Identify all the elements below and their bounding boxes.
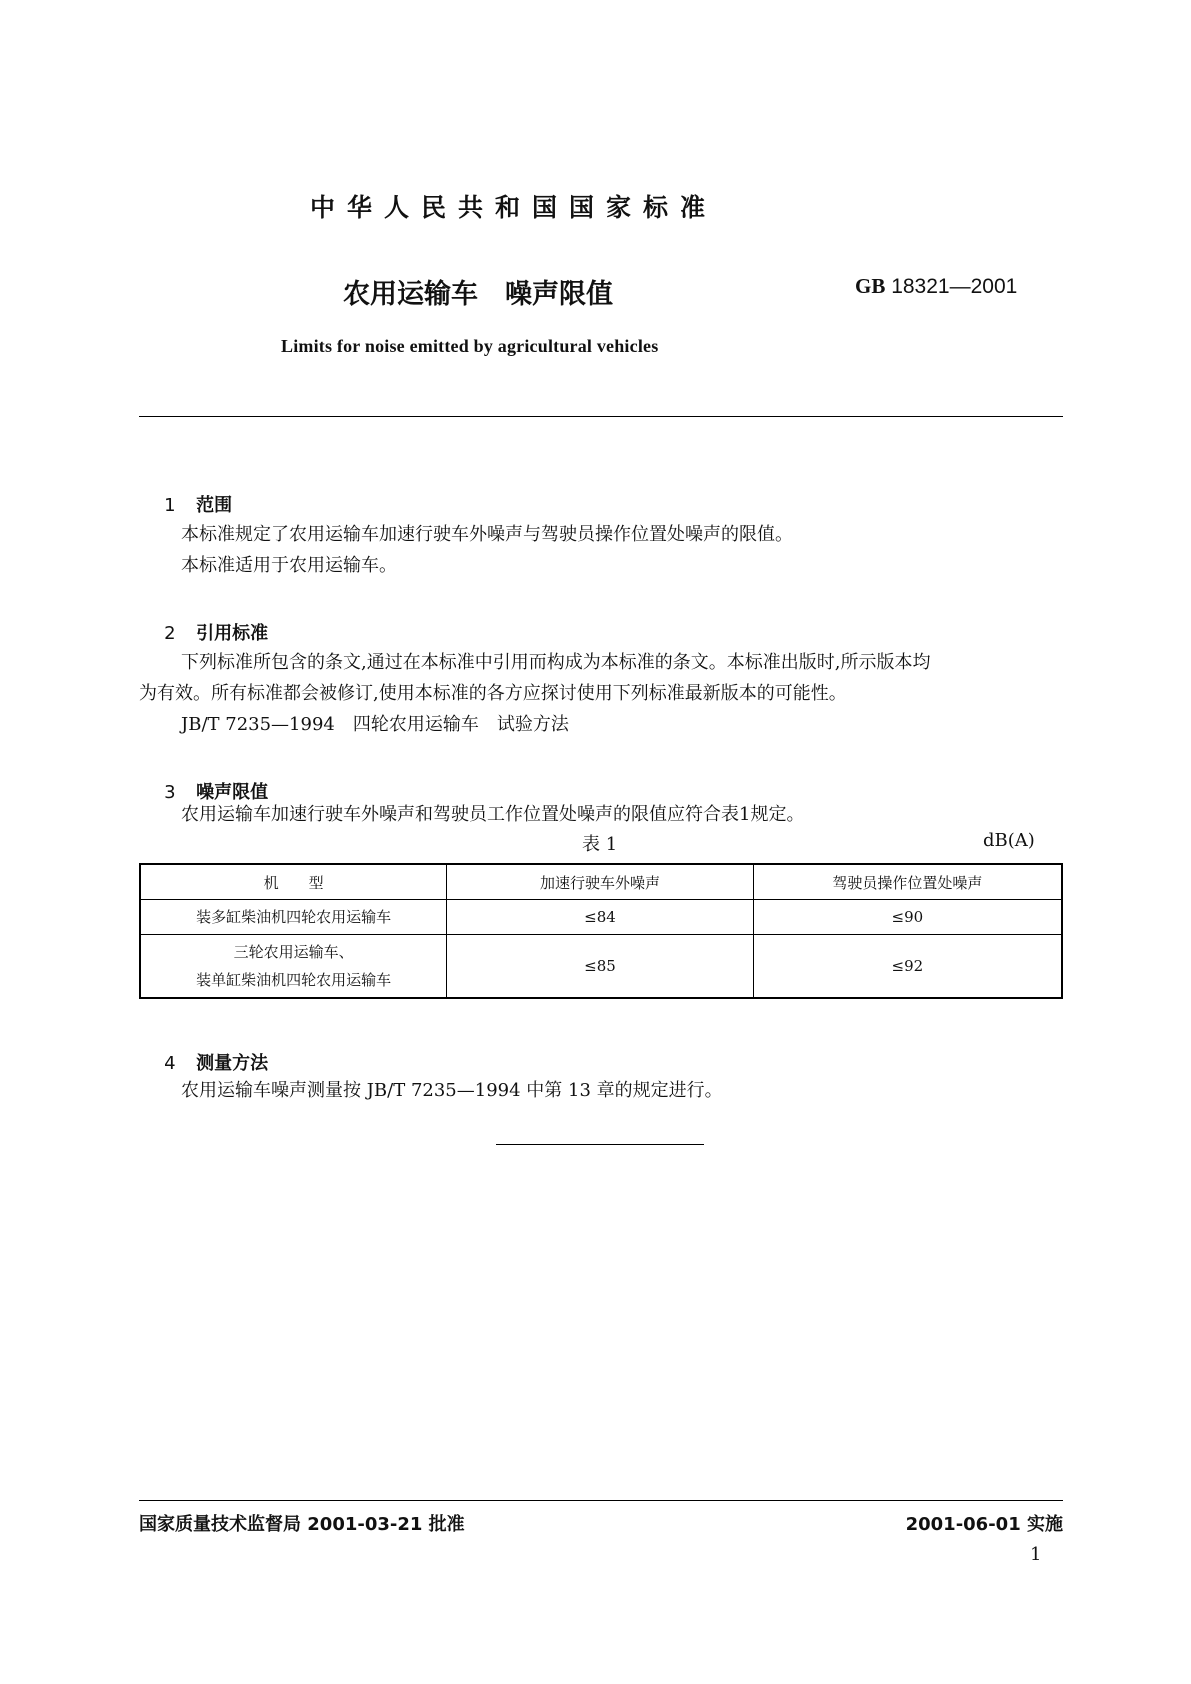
section-title: 范围	[196, 495, 233, 516]
vehicle-type-cell	[140, 935, 447, 999]
section-number: 3	[164, 782, 176, 803]
standard-code	[855, 274, 1017, 299]
vehicle-type-line: 装多缸柴油机四轮农用运输车	[196, 908, 392, 926]
effective-date: 2001-06-01 实施	[905, 1514, 1063, 1535]
footer-divider	[139, 1500, 1063, 1501]
section-title: 测量方法	[196, 1053, 269, 1074]
approval-date: 国家质量技术监督局 2001-03-21 批准	[139, 1514, 465, 1535]
accel-noise-cell: ≤85	[447, 935, 753, 999]
header-divider	[139, 416, 1063, 417]
section-2-paragraph: 下列标准所包含的条文,通过在本标准中引用而构成为本标准的条文。本标准出版时,所示版本均	[181, 652, 931, 673]
section-4-paragraph: 农用运输车噪声测量按 JB/T 7235—1994 中第 13 章的规定进行。	[181, 1080, 723, 1101]
table-unit: dB(A)	[983, 830, 1035, 851]
section-1-paragraph: 本标准适用于农用运输车。	[181, 555, 397, 576]
section-3-paragraph: 农用运输车加速行驶车外噪声和驾驶员工作位置处噪声的限值应符合表1规定。	[181, 804, 805, 825]
standard-title: 农用运输车 噪声限值	[343, 279, 613, 310]
table-header-cell: 驾驶员操作位置处噪声	[753, 864, 1062, 900]
section-1-paragraph: 本标准规定了农用运输车加速行驶车外噪声与驾驶员操作位置处噪声的限值。	[181, 524, 793, 545]
referenced-standard: JB/T 7235—1994 四轮农用运输车 试验方法	[181, 714, 569, 735]
table-header-cell: 机 型	[140, 864, 447, 900]
vehicle-type-cell	[140, 900, 447, 935]
section-title: 引用标准	[196, 623, 269, 644]
org-title: 中华人民共和国国家标准	[310, 193, 718, 222]
standard-code-number: 18321—2001	[891, 275, 1018, 298]
accel-noise-cell: ≤84	[447, 900, 753, 935]
section-number: 1	[164, 495, 176, 516]
table-row	[140, 900, 1062, 935]
page-number: 1	[1030, 1544, 1042, 1565]
section-2-paragraph: 为有效。所有标准都会被修订,使用本标准的各方应探讨使用下列标准最新版本的可能性。	[139, 683, 847, 704]
standard-code-prefix: GB	[855, 274, 886, 298]
noise-limits-table	[139, 863, 1063, 999]
table-caption: 表 1	[582, 834, 618, 855]
section-number: 2	[164, 623, 176, 644]
table-row	[140, 935, 1062, 999]
section-title: 噪声限值	[196, 782, 269, 803]
vehicle-type-line: 装单缸柴油机四轮农用运输车	[196, 971, 392, 989]
english-title: Limits for noise emitted by agricultural vehicles	[281, 336, 659, 356]
driver-noise-cell: ≤92	[753, 935, 1062, 999]
end-of-text-rule	[496, 1144, 704, 1145]
section-number: 4	[164, 1053, 176, 1074]
table-header-row	[140, 864, 1062, 900]
table-header-cell: 加速行驶车外噪声	[447, 864, 753, 900]
driver-noise-cell: ≤90	[753, 900, 1062, 935]
vehicle-type-line: 三轮农用运输车、	[233, 943, 354, 961]
